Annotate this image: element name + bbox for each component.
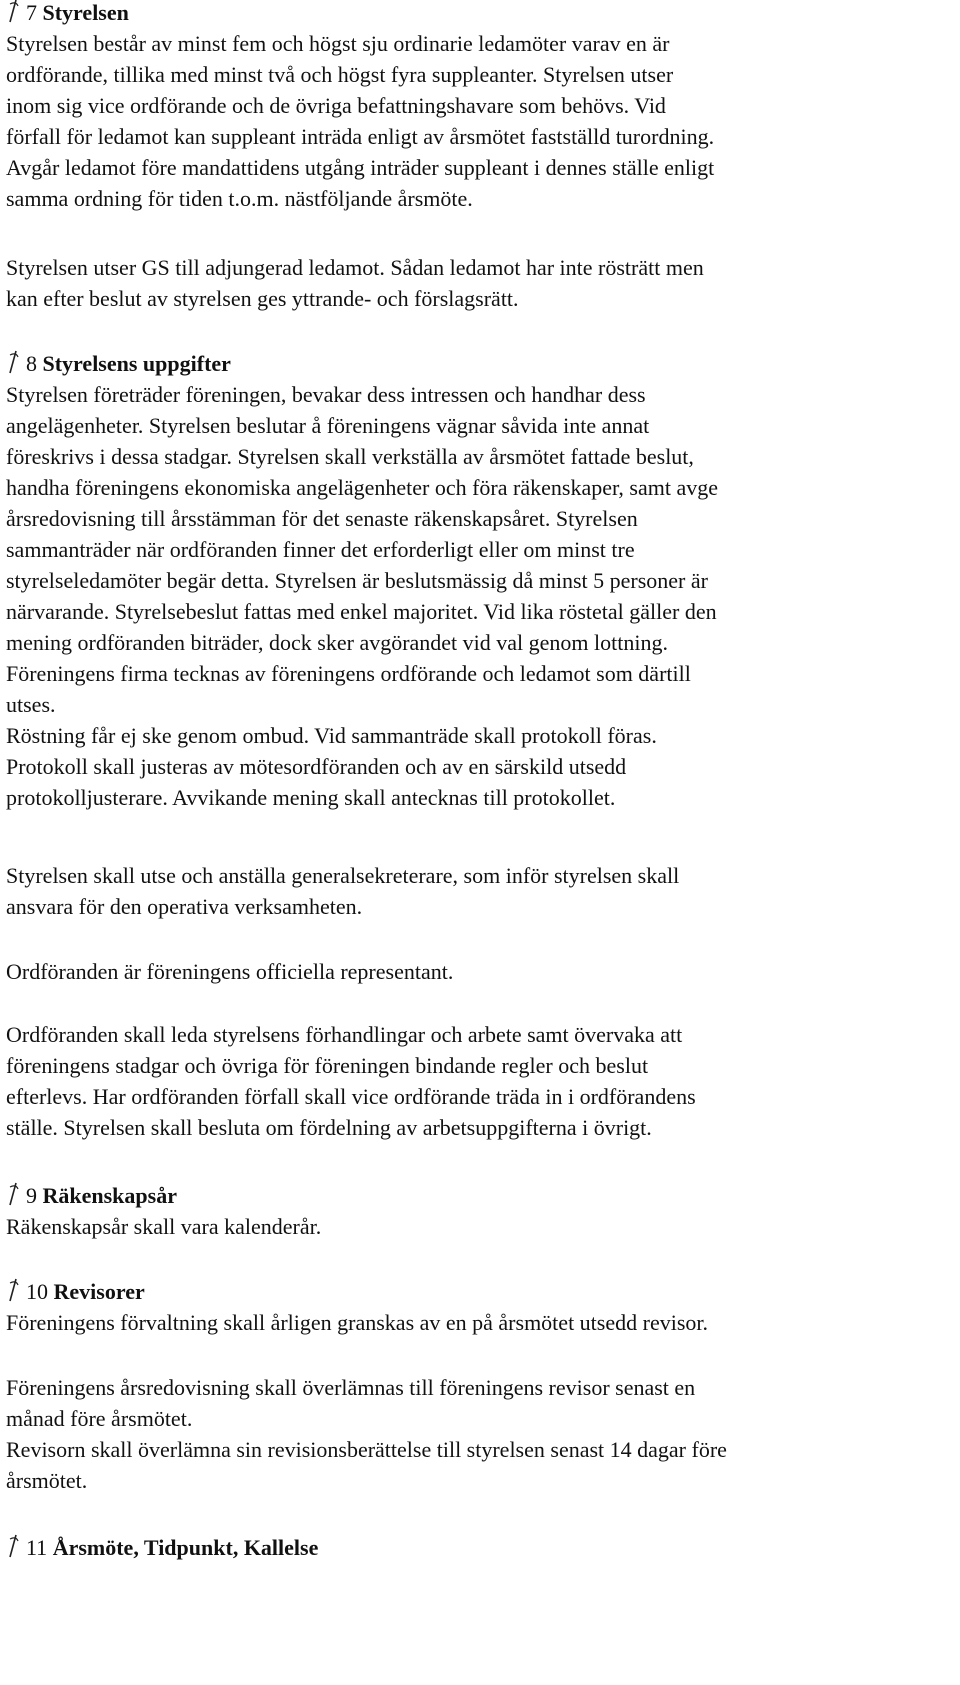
text-line: inom sig vice ordförande och de övriga befattningshavare som behövs. Vid — [6, 93, 666, 118]
paragraph — [6, 1307, 951, 1338]
section-number: 7 — [26, 0, 37, 25]
text-line: närvarande. Styrelsebeslut fattas med enkel majoritet. Vid lika röstetal gäller den — [6, 599, 717, 624]
section-sign-icon — [6, 1533, 20, 1559]
section-7 — [6, 0, 951, 214]
text-line: Styrelsen företräder föreningen, bevakar dess intressen och handhar dess — [6, 382, 646, 407]
section-title: Revisorer — [53, 1279, 145, 1304]
text-line: månad före årsmötet. — [6, 1406, 193, 1431]
text-line: Styrelsen skall utse och anställa generalsekreterare, som inför styrelsen skall — [6, 863, 680, 888]
section-heading — [6, 348, 951, 379]
text-line: ställe. Styrelsen skall besluta om fördelning av arbetsuppgifterna i övrigt. — [6, 1115, 652, 1140]
text-line: förfall för ledamot kan suppleant inträda enligt av årsmötet fastställd turordning. — [6, 124, 715, 149]
section-title: Styrelsen — [42, 0, 129, 25]
text-line: Revisorn skall överlämna sin revisionsberättelse till styrelsen senast 14 dagar före — [6, 1437, 727, 1462]
text-line: Föreningens årsredovisning skall överlämnas till föreningens revisor senast en — [6, 1375, 696, 1400]
text-line: protokolljusterare. Avvikande mening skall antecknas till protokollet. — [6, 785, 616, 810]
section-8-paragraph-3 — [6, 956, 951, 987]
section-sign-icon — [6, 1181, 20, 1207]
paragraph — [6, 1019, 951, 1143]
section-heading — [6, 1532, 951, 1563]
paragraph — [6, 1211, 951, 1242]
section-8-paragraph-4 — [6, 1019, 951, 1143]
section-heading — [6, 1276, 951, 1307]
text-line: Ordföranden skall leda styrelsens förhandlingar och arbete samt övervaka att — [6, 1022, 683, 1047]
text-line: ansvara för den operativa verksamheten. — [6, 894, 363, 919]
section-number: 10 — [26, 1279, 48, 1304]
text-line: efterlevs. Har ordföranden förfall skall vice ordförande träda in i ordförandens — [6, 1084, 696, 1109]
text-line: Röstning får ej ske genom ombud. Vid sammanträde skall protokoll föras. — [6, 723, 657, 748]
text-line: Ordföranden är föreningens officiella representant. — [6, 959, 454, 984]
text-line: ordförande, tillika med minst två och högst fyra suppleanter. Styrelsen utser — [6, 62, 674, 87]
text-line: kan efter beslut av styrelsen ges yttrande- och förslagsrätt. — [6, 286, 519, 311]
text-line: sammanträder när ordföranden finner det erforderligt eller om minst tre — [6, 537, 635, 562]
section-title: Årsmöte, Tidpunkt, Kallelse — [52, 1535, 319, 1560]
section-number: 9 — [26, 1183, 37, 1208]
text-line: årsmötet. — [6, 1468, 88, 1493]
text-line: mening ordföranden biträder, dock sker avgörandet vid val genom lottning. — [6, 630, 668, 655]
text-line: Föreningens förvaltning skall årligen granskas av en på årsmötet utsedd revisor. — [6, 1310, 708, 1335]
text-line: Protokoll skall justeras av mötesordföranden och av en särskild utsedd — [6, 754, 627, 779]
section-sign-icon — [6, 0, 20, 24]
text-line: Styrelsen består av minst fem och högst sju ordinarie ledamöter varav en är — [6, 31, 670, 56]
text-line: angelägenheter. Styrelsen beslutar å föreningens vägnar såvida inte annat — [6, 413, 650, 438]
text-line: föreskrivs i dessa stadgar. Styrelsen skall verkställa av årsmötet fattade beslut, — [6, 444, 694, 469]
paragraph — [6, 860, 951, 922]
text-line: handha föreningens ekonomiska angelägenheter och föra räkenskaper, samt avge — [6, 475, 718, 500]
paragraph — [6, 956, 951, 987]
section-7-paragraph-2 — [6, 252, 951, 314]
paragraph — [6, 1372, 951, 1496]
text-line: föreningens stadgar och övriga för föreningen bindande regler och beslut — [6, 1053, 649, 1078]
section-title: Styrelsens uppgifter — [42, 351, 231, 376]
paragraph — [6, 379, 951, 813]
section-sign-icon — [6, 349, 20, 375]
text-line: Räkenskapsår skall vara kalenderår. — [6, 1214, 322, 1239]
section-10 — [6, 1276, 951, 1338]
section-heading — [6, 0, 951, 28]
text-line: utses. — [6, 692, 56, 717]
section-title: Räkenskapsår — [42, 1183, 177, 1208]
paragraph — [6, 28, 951, 214]
section-heading — [6, 1180, 951, 1211]
section-8 — [6, 348, 951, 813]
paragraph — [6, 252, 951, 314]
section-9 — [6, 1180, 951, 1242]
text-line: styrelseledamöter begär detta. Styrelsen är beslutsmässig då minst 5 personer är — [6, 568, 708, 593]
text-line: Föreningens firma tecknas av föreningens ordförande och ledamot som därtill — [6, 661, 691, 686]
text-line: Styrelsen utser GS till adjungerad ledamot. Sådan ledamot har inte rösträtt men — [6, 255, 704, 280]
section-sign-icon — [6, 1277, 20, 1303]
section-11 — [6, 1532, 951, 1563]
text-line: samma ordning för tiden t.o.m. nästföljande årsmöte. — [6, 186, 473, 211]
section-10-paragraph-2 — [6, 1372, 951, 1496]
text-line: Avgår ledamot före mandattidens utgång inträder suppleant i dennes ställe enligt — [6, 155, 715, 180]
text-line: årsredovisning till årsstämman för det senaste räkenskapsåret. Styrelsen — [6, 506, 638, 531]
section-number: 11 — [26, 1535, 48, 1560]
section-number: 8 — [26, 351, 37, 376]
section-8-paragraph-2 — [6, 860, 951, 922]
